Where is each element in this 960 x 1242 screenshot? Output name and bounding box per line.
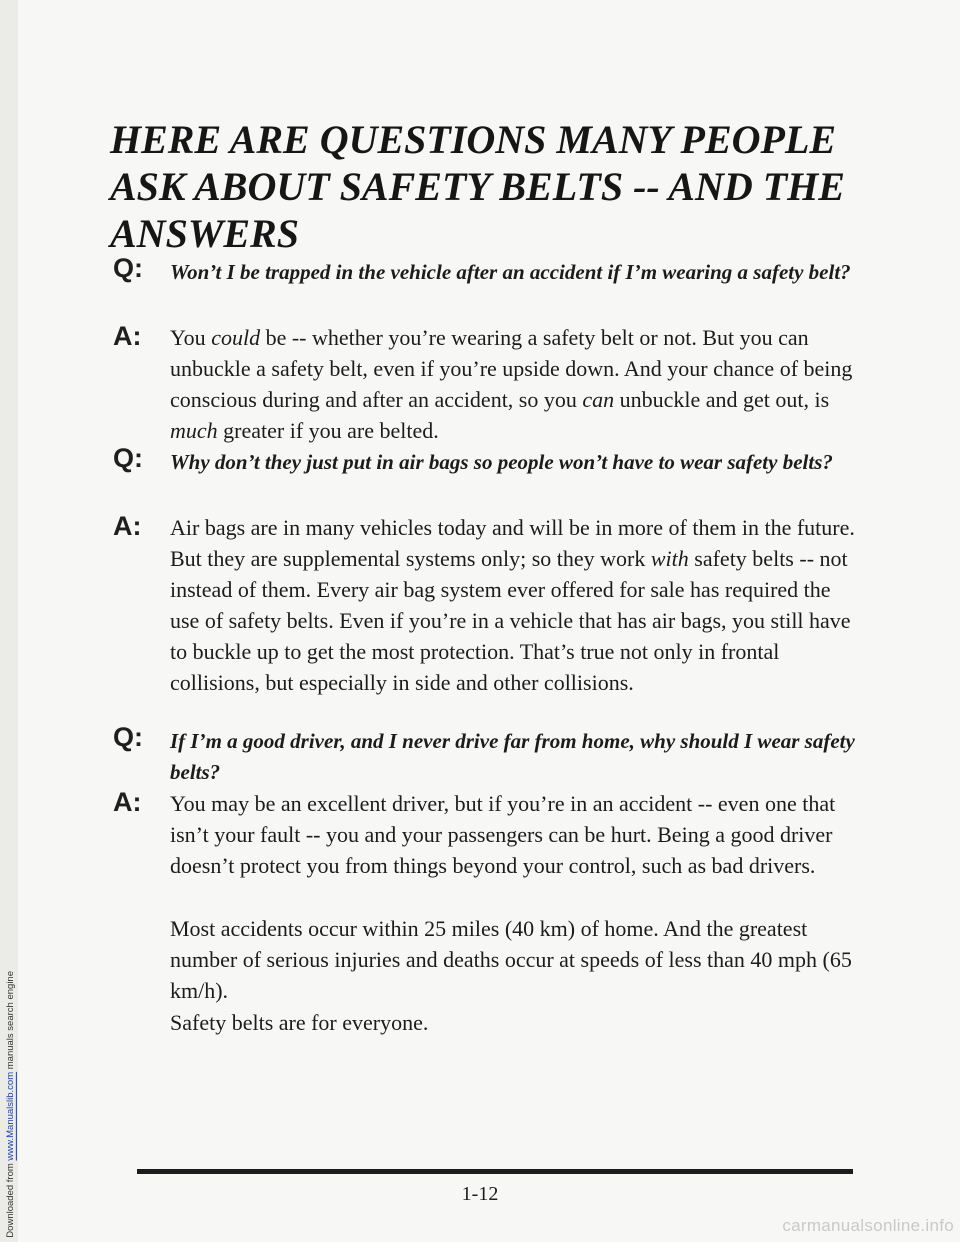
manualslib-link[interactable]: www.Manualslib.com bbox=[5, 1072, 16, 1161]
answer-text: You may be an excellent driver, but if you’re in an accident -- even one that isn’t your fault -- you and your passengers can be hurt. Being a good driver doesn’t protect you from things beyond your control, such as bad drivers. bbox=[170, 791, 836, 878]
download-banner bbox=[5, 971, 16, 1238]
answer-text: Air bags are in many vehicles today and will be in more of them in the future. But they are supplemental systems only; so they work with safety belts -- not instead of them. Every air bag system ever offered for sale has required the use of safety belts. Even if you’re in a vehicle that has air bags, you still have to buckle up to get the most protection. That’s true not only in frontal collisions, but especially in side and other collisions. bbox=[170, 515, 855, 695]
page-title: HERE ARE QUESTIONS MANY PEOPLE ASK ABOUT SAFETY BELTS -- AND THE ANSWERS bbox=[110, 117, 845, 256]
q-marker: Q: bbox=[113, 443, 143, 473]
paragraph-everyone: Safety belts are for everyone. bbox=[170, 1010, 429, 1035]
q-marker: Q: bbox=[113, 722, 143, 752]
watermark: carmanualsonline.info bbox=[782, 1216, 954, 1235]
banner-prefix: Downloaded from bbox=[5, 1160, 16, 1238]
a-marker: A: bbox=[113, 511, 142, 541]
a-marker: A: bbox=[113, 787, 142, 817]
banner-suffix: manuals search engine bbox=[5, 971, 16, 1073]
q-marker: Q: bbox=[113, 253, 143, 283]
question-text: Won’t I be trapped in the vehicle after an accident if I’m wearing a safety belt? bbox=[170, 260, 851, 284]
a-marker: A: bbox=[113, 321, 142, 351]
page-number: 1-12 bbox=[461, 1183, 499, 1205]
question-text: Why don’t they just put in air bags so people won’t have to wear safety belts? bbox=[170, 450, 833, 474]
paragraph-accidents: Most accidents occur within 25 miles (40 km) of home. And the greatest number of serious injuries and deaths occur at speeds of less than 40 mph (65 km/h). bbox=[170, 916, 852, 1003]
answer-text: You could be -- whether you’re wearing a safety belt or not. But you can unbuckle a safety belt, even if you’re upside down. And your chance of being conscious during and after an accident, so you can unbuckle and get out, is much greater if you are belted. bbox=[170, 325, 853, 443]
question-text: If I’m a good driver, and I never drive far from home, why should I wear safety belts? bbox=[170, 729, 855, 784]
footer-rule bbox=[137, 1169, 853, 1174]
